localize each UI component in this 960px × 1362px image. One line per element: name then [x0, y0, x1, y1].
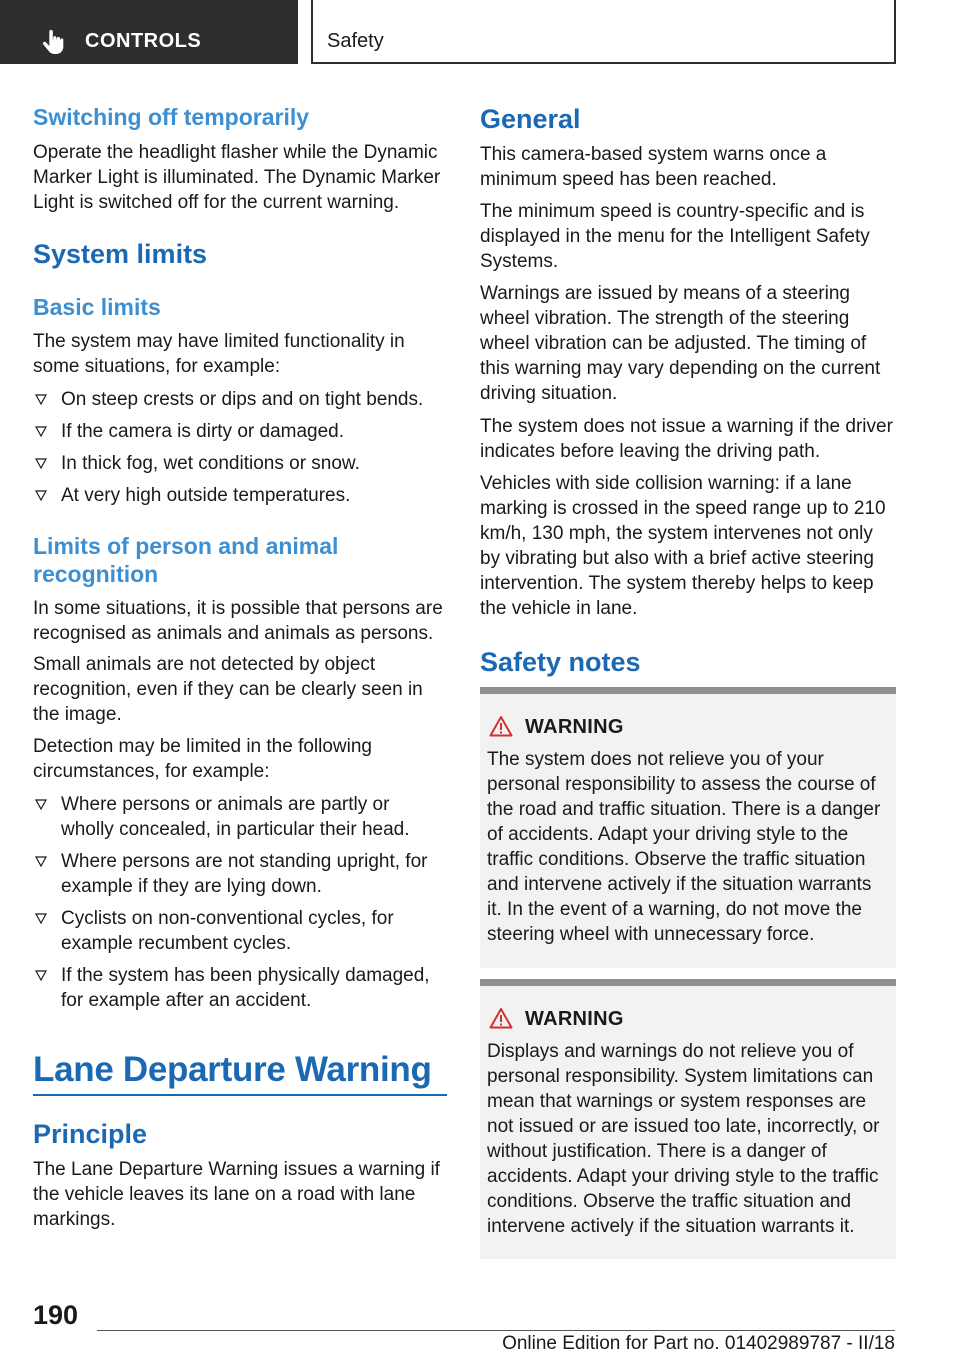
list-item-text: If the system has been physically damaged, for example after an accident. [61, 965, 430, 1011]
recognition-heading: Limits of person and animal recognition [33, 533, 339, 587]
warning-triangle-icon [489, 715, 513, 737]
warning-text: Displays and warnings do not relieve you of personal responsibility. System limitations can mean that warnings or system responses are not issued or are issued too late, incorrectly, or without justification. There is a danger of accidents. Adapt your driving style to the traffic conditions. Observe the traffic situation and intervene actively if the situation warrants it. [487, 1041, 880, 1237]
general-heading: General [480, 104, 581, 134]
list-item-text: If the camera is dirty or damaged. [61, 421, 345, 442]
recognition-text-1: In some situations, it is possible that persons are recognised as animals and animals as persons. [33, 598, 443, 644]
triangle-bullet-icon [35, 856, 47, 868]
section-title: Safety [327, 30, 384, 52]
principle-text: The Lane Departure Warning issues a warning if the vehicle leaves its lane on a road with lane markings. [33, 1159, 440, 1230]
safety-notes-heading: Safety notes [480, 647, 641, 677]
warning-box [480, 687, 896, 968]
general-paragraph: This camera-based system warns once a minimum speed has been reached. [480, 144, 827, 190]
warning-box [480, 979, 896, 1259]
hand-pointer-icon [40, 28, 68, 56]
triangle-bullet-icon [35, 799, 47, 811]
triangle-bullet-icon [35, 426, 47, 438]
principle-heading: Principle [33, 1119, 148, 1149]
list-item [33, 792, 447, 842]
list-item [33, 963, 447, 1013]
switching-off-text: Operate the headlight flasher while the Dynamic Marker Light is illuminated. The Dynamic Marker Light is switched off for the current warning. [33, 142, 441, 213]
switching-off-heading: Switching off temporarily [33, 104, 310, 130]
system-limits-heading: System limits [33, 239, 208, 269]
basic-limits-heading: Basic limits [33, 294, 161, 320]
general-paragraph: Warnings are issued by means of a steering wheel vibration. The strength of the steering wheel vibration can be adjusted. The timing of this warning may vary depending on the current driving situation. [480, 283, 881, 404]
general-paragraph: Vehicles with side collision warning: if a lane marking is crossed in the speed range up to 210 km/h, 130 mph, the system intervenes not only by vibrating but also with a brief active steering intervention. The system thereby helps to keep the vehicle in lane. [480, 473, 886, 619]
general-paragraph: The system does not issue a warning if the driver indicates before leaving the driving path. [480, 416, 893, 462]
page-number: 190 [33, 1300, 79, 1330]
list-item [33, 451, 447, 476]
heading-divider [33, 1094, 447, 1096]
list-item-text: Where persons are not standing upright, for example if they are lying down. [61, 851, 428, 897]
list-item-text: On steep crests or dips and on tight bends. [61, 389, 424, 410]
footer-divider [97, 1330, 895, 1331]
lane-departure-heading: Lane Departure Warning [33, 1050, 432, 1089]
warning-bar [480, 687, 896, 694]
triangle-bullet-icon [35, 970, 47, 982]
list-item [33, 849, 447, 899]
list-item-text: At very high outside temperatures. [61, 485, 351, 506]
list-item [33, 387, 447, 412]
controls-tab-label: CONTROLS [85, 30, 202, 52]
section-title-box [311, 0, 896, 64]
triangle-bullet-icon [35, 490, 47, 502]
basic-limits-text: The system may have limited functionality in some situations, for example: [33, 331, 405, 377]
list-item [33, 483, 447, 508]
list-item-text: In thick fog, wet conditions or snow. [61, 453, 360, 474]
triangle-bullet-icon [35, 913, 47, 925]
warning-bar [480, 979, 896, 986]
edition-text: Online Edition for Part no. 01402989787 - II/18 [502, 1333, 895, 1354]
list-item-text: Where persons or animals are partly or wholly concealed, in particular their head. [61, 794, 410, 840]
list-item [33, 419, 447, 444]
warning-text: The system does not relieve you of your personal responsibility to assess the course of the road and traffic situation. There is a danger of accidents. Adapt your driving style to the traffic conditions. Observe the traffic situation and intervene actively if the situation warrants it. In the event of a warning, do not move the steering wheel with unnecessary force. [487, 749, 881, 945]
recognition-text-2: Small animals are not detected by object recognition, even if they can be clearly seen in the image. [33, 654, 423, 725]
warning-triangle-icon [489, 1007, 513, 1029]
triangle-bullet-icon [35, 458, 47, 470]
section-tab-controls[interactable] [0, 0, 298, 64]
warning-title: WARNING [525, 1008, 624, 1030]
general-paragraph: The minimum speed is country-specific and is displayed in the menu for the Intelligent Safety Systems. [480, 201, 870, 272]
recognition-text-3: Detection may be limited in the following circumstances, for example: [33, 736, 373, 782]
triangle-bullet-icon [35, 394, 47, 406]
list-item-text: Cyclists on non-conventional cycles, for example recumbent cycles. [61, 908, 394, 954]
warning-title: WARNING [525, 716, 624, 738]
list-item [33, 906, 447, 956]
